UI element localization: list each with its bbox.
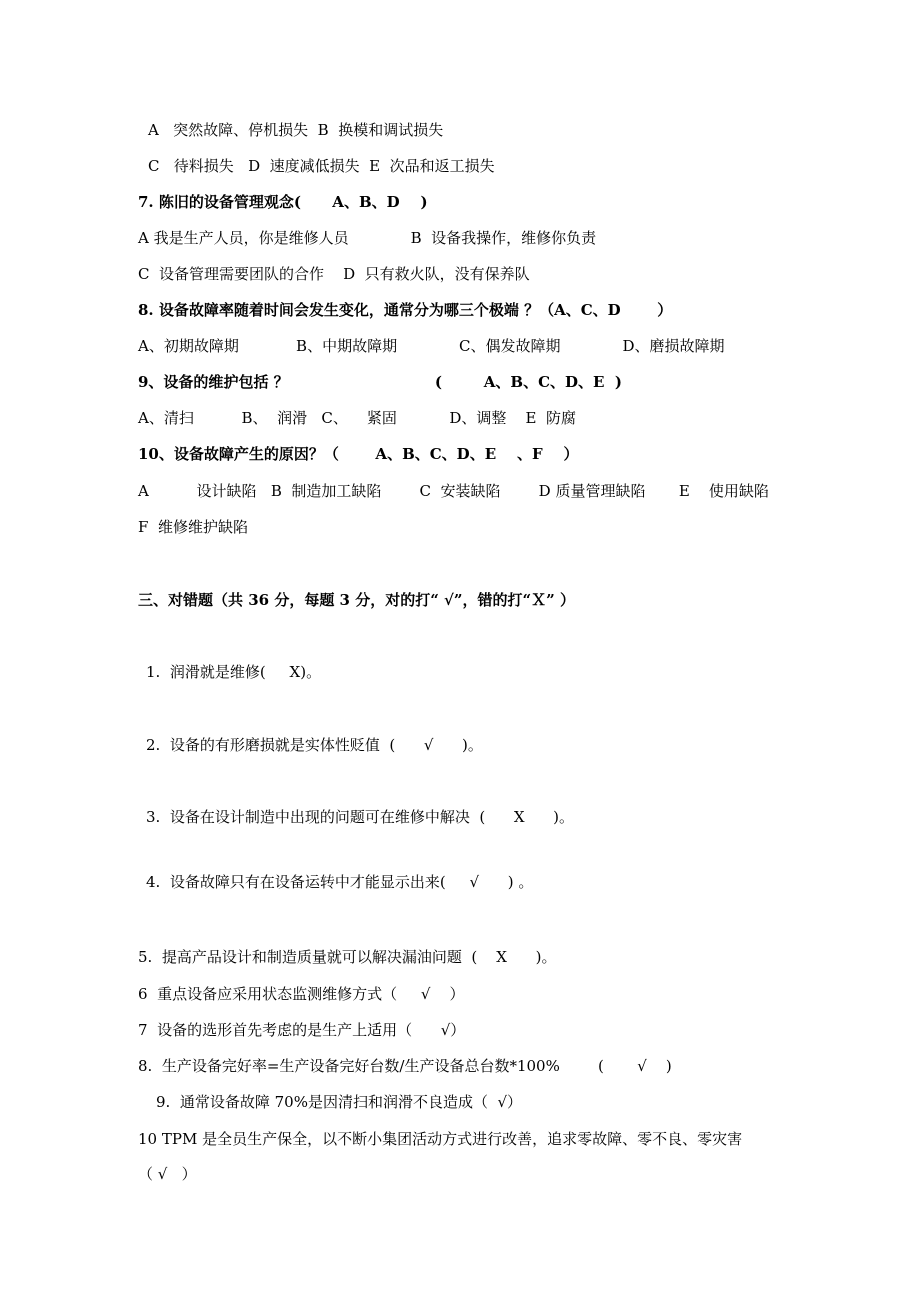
tf-item-10: 10 TPM 是全员生产保全，以不断小集团活动方式进行改善，追求零故障、零不良、零灾害 — [138, 1130, 743, 1148]
q10-question: 10、设备故障产生的原因？（ A、B、C、D、E 、F ） — [138, 445, 579, 463]
q7-question: 7. 陈旧的设备管理观念( A、B、D ) — [138, 193, 428, 211]
tf-item-6: 6 重点设备应采用状态监测维修方式（ √ ） — [138, 985, 465, 1003]
q9-question: 9、设备的维护包括 ？ ( A、B、C、D、E ) — [138, 373, 622, 391]
tf-item-10-answer: （ √ ） — [138, 1165, 197, 1183]
q10-options-line-1: A 设计缺陷 B 制造加工缺陷 C 安装缺陷 D 质量管理缺陷 E 使用缺陷 — [138, 482, 769, 500]
q7-options-line-2: C 设备管理需要团队的合作 D 只有救火队，没有保养队 — [138, 265, 530, 283]
q10-options-line-2: F 维修维护缺陷 — [138, 518, 248, 536]
tf-item-1: 1. 润滑就是维修( X)。 — [146, 663, 322, 681]
tf-item-7: 7 设备的选形首先考虑的是生产上适用（ √） — [138, 1021, 466, 1039]
tf-item-5: 5. 提高产品设计和制造质量就可以解决漏油问题 ( X )。 — [138, 948, 557, 966]
tf-item-8: 8. 生产设备完好率=生产设备完好台数/生产设备总台数*100% ( √ ) — [138, 1057, 672, 1075]
q8-options: A、初期故障期 B、中期故障期 C、偶发故障期 D、磨损故障期 — [138, 337, 725, 355]
q6-options-line-1: A 突然故障、停机损失 B 换模和调试损失 — [148, 121, 444, 139]
q6-options-line-2: C 待料损失 D 速度减低损失 E 次品和返工损失 — [148, 157, 495, 175]
tf-item-4: 4. 设备故障只有在设备运转中才能显示出来( √ ) 。 — [146, 873, 534, 891]
tf-item-3: 3. 设备在设计制造中出现的问题可在维修中解决 ( X )。 — [146, 808, 574, 826]
tf-item-9: 9. 通常设备故障 70%是因清扫和润滑不良造成（ √） — [156, 1093, 523, 1111]
q7-options-line-1: A 我是生产人员，你是维修人员 B 设备我操作，维修你负责 — [138, 229, 597, 247]
tf-item-2: 2. 设备的有形磨损就是实体性贬值 ( √ )。 — [146, 736, 483, 754]
section-3-heading: 三、对错题（共 36 分，每题 3 分，对的打“ √”，错的打“Ｘ” ） — [138, 591, 576, 609]
q8-question: 8. 设备故障率随着时间会发生变化，通常分为哪三个极端 ？（A、C、D ） — [138, 301, 673, 319]
q9-options: A、清扫 B、 润滑 C、 紧固 D、调整 E 防腐 — [138, 409, 576, 427]
